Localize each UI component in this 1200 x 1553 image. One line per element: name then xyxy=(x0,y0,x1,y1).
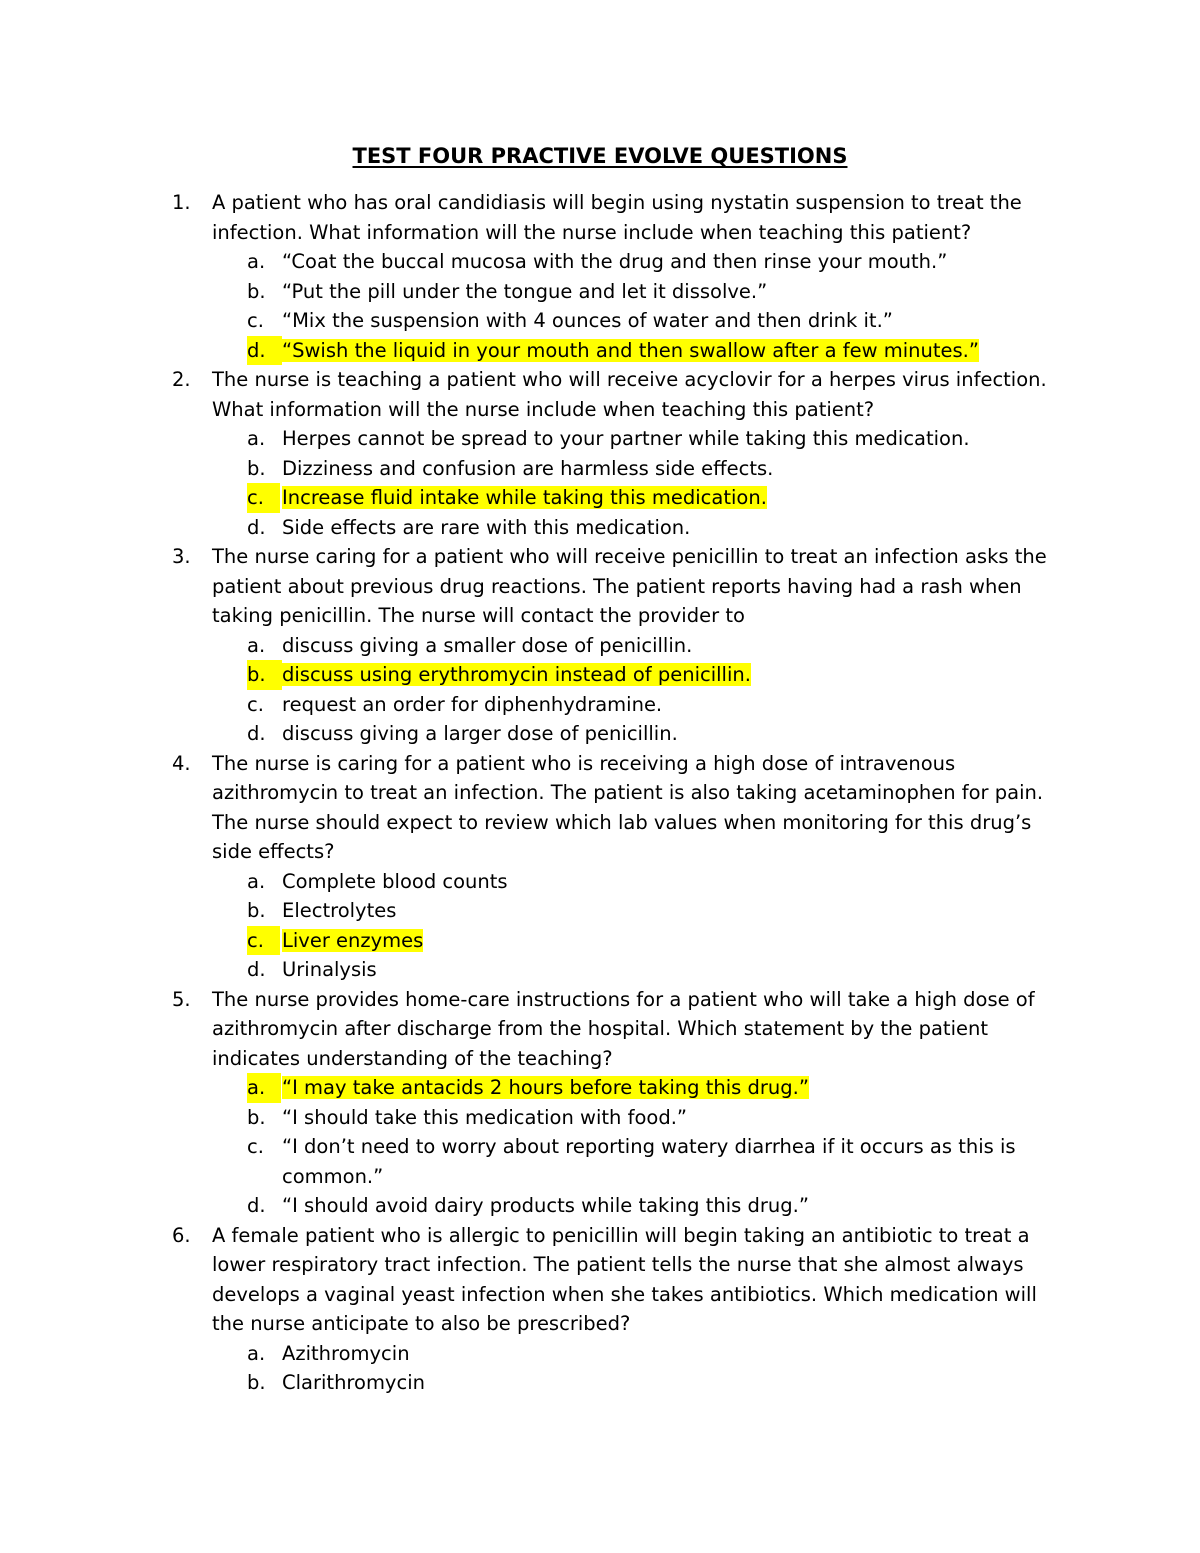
option-letter: c. xyxy=(247,1135,264,1158)
option-letter: a. xyxy=(247,427,266,450)
option-text: Herpes cannot be spread to your partner while taking this medication. xyxy=(282,427,970,450)
option-letter: b. xyxy=(247,456,266,480)
answer-option xyxy=(172,719,1072,749)
question-item xyxy=(172,985,1072,1221)
answer-option xyxy=(172,955,1072,985)
option-letter: d. xyxy=(247,1194,266,1217)
option-text: “I may take antacids 2 hours before taking this drug.” xyxy=(282,1076,809,1099)
option-text: “I should take this medication with food.” xyxy=(282,1105,688,1129)
option-letter: a. xyxy=(247,1341,266,1365)
answer-option xyxy=(172,454,1072,484)
option-text: discuss giving a smaller dose of penicillin. xyxy=(282,633,693,657)
question-text: A patient who has oral candidiasis will begin using nystatin suspension to treat the infection. What information will the nurse include when teaching this patient? xyxy=(212,191,1022,244)
option-text: Complete blood counts xyxy=(282,869,508,893)
answer-option xyxy=(172,1191,1072,1221)
option-text: Urinalysis xyxy=(282,958,377,981)
option-letter: a. xyxy=(247,1073,281,1103)
option-text: “Swish the liquid in your mouth and then swallow after a few minutes.” xyxy=(282,338,979,362)
option-text: Clarithromycin xyxy=(282,1371,425,1394)
answer-option-highlighted xyxy=(172,1073,1072,1103)
option-text: “I don’t need to worry about reporting watery diarrhea if it occurs as this is common.” xyxy=(282,1135,1016,1188)
option-text: Dizziness and confusion are harmless side effects. xyxy=(282,456,774,480)
answer-option xyxy=(172,1103,1072,1133)
answer-option xyxy=(172,513,1072,543)
answer-option xyxy=(172,277,1072,307)
question-item xyxy=(172,749,1072,985)
option-text: “Mix the suspension with 4 ounces of water and then drink it.” xyxy=(282,309,893,332)
option-letter: b. xyxy=(247,279,266,303)
option-letter: d. xyxy=(247,515,266,539)
question-text: A female patient who is allergic to penicillin will begin taking an antibiotic to treat a lower respiratory tract infection. The patient tells the nurse that she almost always develops a vaginal yeast infection when she takes antibiotics. Which medication will the nurse anticipate to also be prescribed? xyxy=(212,1223,1037,1335)
answer-option xyxy=(172,424,1072,454)
answer-option-highlighted xyxy=(172,483,1072,513)
option-text: Increase fluid intake while taking this medication. xyxy=(282,486,767,509)
option-text: discuss giving a larger dose of penicillin. xyxy=(282,722,678,745)
answer-option xyxy=(172,690,1072,720)
answer-option xyxy=(172,1368,1072,1398)
option-text: “I should avoid dairy products while taking this drug.” xyxy=(282,1194,809,1217)
answer-option-highlighted xyxy=(172,926,1072,956)
question-item xyxy=(172,188,1072,365)
option-letter: a. xyxy=(247,869,266,893)
option-letter: b. xyxy=(247,1105,266,1129)
option-letter: d. xyxy=(247,722,266,745)
question-number: 2. xyxy=(172,368,191,391)
option-letter: d. xyxy=(247,336,282,366)
answer-option xyxy=(172,1132,1072,1191)
option-text: Azithromycin xyxy=(282,1341,410,1365)
question-number: 4. xyxy=(172,751,191,775)
option-text: discuss using erythromycin instead of penicillin. xyxy=(282,663,751,686)
option-text: request an order for diphenhydramine. xyxy=(282,692,663,716)
option-letter: a. xyxy=(247,633,266,657)
option-text: Liver enzymes xyxy=(282,928,424,952)
option-letter: b. xyxy=(247,660,282,690)
question-number: 5. xyxy=(172,987,191,1011)
answer-option xyxy=(172,1339,1072,1369)
question-text: The nurse is caring for a patient who is receiving a high dose of intravenous azithromycin to treat an infection. The patient is also taking acetaminophen for pain. The nurse should expect to review which lab values when monitoring for this drug’s side effects? xyxy=(212,751,1044,863)
answer-option xyxy=(172,896,1072,926)
answer-option xyxy=(172,867,1072,897)
option-letter: c. xyxy=(247,309,264,332)
option-letter: c. xyxy=(247,926,280,956)
question-item xyxy=(172,365,1072,542)
option-letter: c. xyxy=(247,692,264,716)
option-letter: b. xyxy=(247,899,266,922)
document-title: TEST FOUR PRACTIVE EVOLVE QUESTIONS xyxy=(352,144,848,168)
question-item xyxy=(172,1221,1072,1398)
question-text: The nurse caring for a patient who will receive penicillin to treat an infection asks the patient about previous drug reactions. The patient reports having had a rash when taking penicillin. The nurse will contact the provider to xyxy=(212,545,1047,627)
question-number: 6. xyxy=(172,1223,191,1247)
option-letter: d. xyxy=(247,958,266,981)
option-letter: b. xyxy=(247,1371,266,1394)
question-number: 1. xyxy=(172,191,191,214)
answer-option xyxy=(172,306,1072,336)
option-text: Electrolytes xyxy=(282,899,397,922)
answer-option xyxy=(172,247,1072,277)
answer-option-highlighted xyxy=(172,336,1072,366)
answer-option-highlighted xyxy=(172,660,1072,690)
question-item xyxy=(172,542,1072,749)
option-text: “Put the pill under the tongue and let it dissolve.” xyxy=(282,279,768,303)
option-text: “Coat the buccal mucosa with the drug and then rinse your mouth.” xyxy=(282,250,948,273)
question-text: The nurse is teaching a patient who will receive acyclovir for a herpes virus infection. What information will the nurse include when teaching this patient? xyxy=(212,368,1047,421)
option-letter: c. xyxy=(247,483,280,513)
option-text: Side effects are rare with this medication. xyxy=(282,515,691,539)
question-number: 3. xyxy=(172,545,191,568)
answer-option xyxy=(172,631,1072,661)
option-letter: a. xyxy=(247,250,266,273)
question-text: The nurse provides home-care instructions for a patient who will take a high dose of azithromycin after discharge from the hospital. Which statement by the patient indicates understanding of the teaching? xyxy=(212,987,1035,1070)
question-list xyxy=(172,188,1072,1398)
